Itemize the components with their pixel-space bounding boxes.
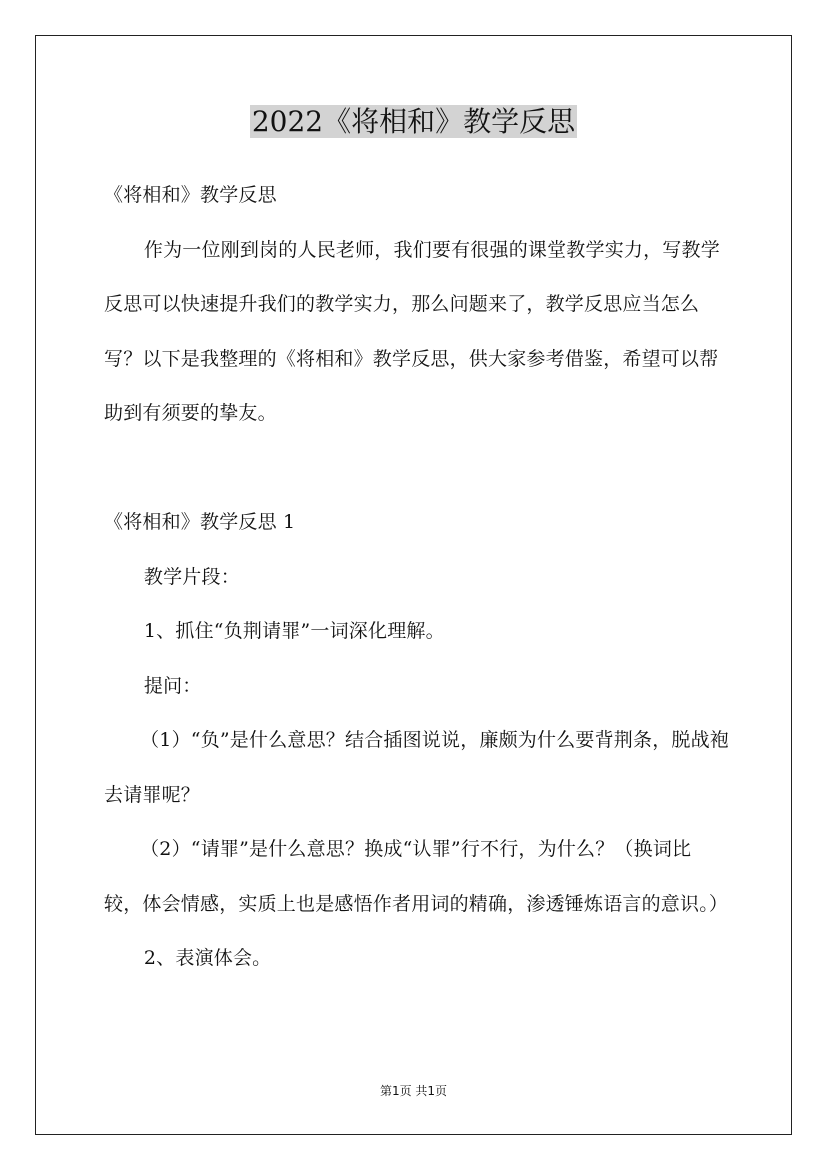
teaching-fragment-label: 教学片段： (143, 565, 240, 588)
document-title-text: 2022《将相和》教学反思 (251, 105, 576, 138)
document-body (104, 168, 729, 986)
document-title (0, 100, 827, 144)
question-2: （2）“请罪”是什么意思？换成“认罪”行不行，为什么？（换词比较，体会情感，实质上也是感悟作者用词的精确，渗透锤炼语言的意识。） (104, 838, 729, 915)
question-1: （1）“负”是什么意思？结合插图说说，廉颇为什么要背荆条，脱战袍去请罪呢？ (104, 729, 730, 806)
section-heading-1: 《将相和》教学反思 1 (104, 511, 296, 533)
question-label: 提问： (143, 674, 202, 697)
section-heading: 《将相和》教学反思 (104, 184, 277, 206)
point-2: 2、表演体会。 (143, 947, 272, 969)
page-footer (0, 1082, 827, 1099)
point-1: 1、抓住“负荆请罪”一词深化理解。 (143, 620, 445, 642)
intro-paragraph: 作为一位刚到岗的人民老师，我们要有很强的课堂教学实力，写教学反思可以快速提升我们的教学实力，那么问题来了，教学反思应当怎么写？以下是我整理的《将相和》教学反思，供大家参考借鉴，希望可以帮助到有须要的挚友。 (104, 238, 720, 424)
page-indicator: 第1页 共1页 (379, 1084, 448, 1098)
paragraph-gap (104, 441, 729, 496)
